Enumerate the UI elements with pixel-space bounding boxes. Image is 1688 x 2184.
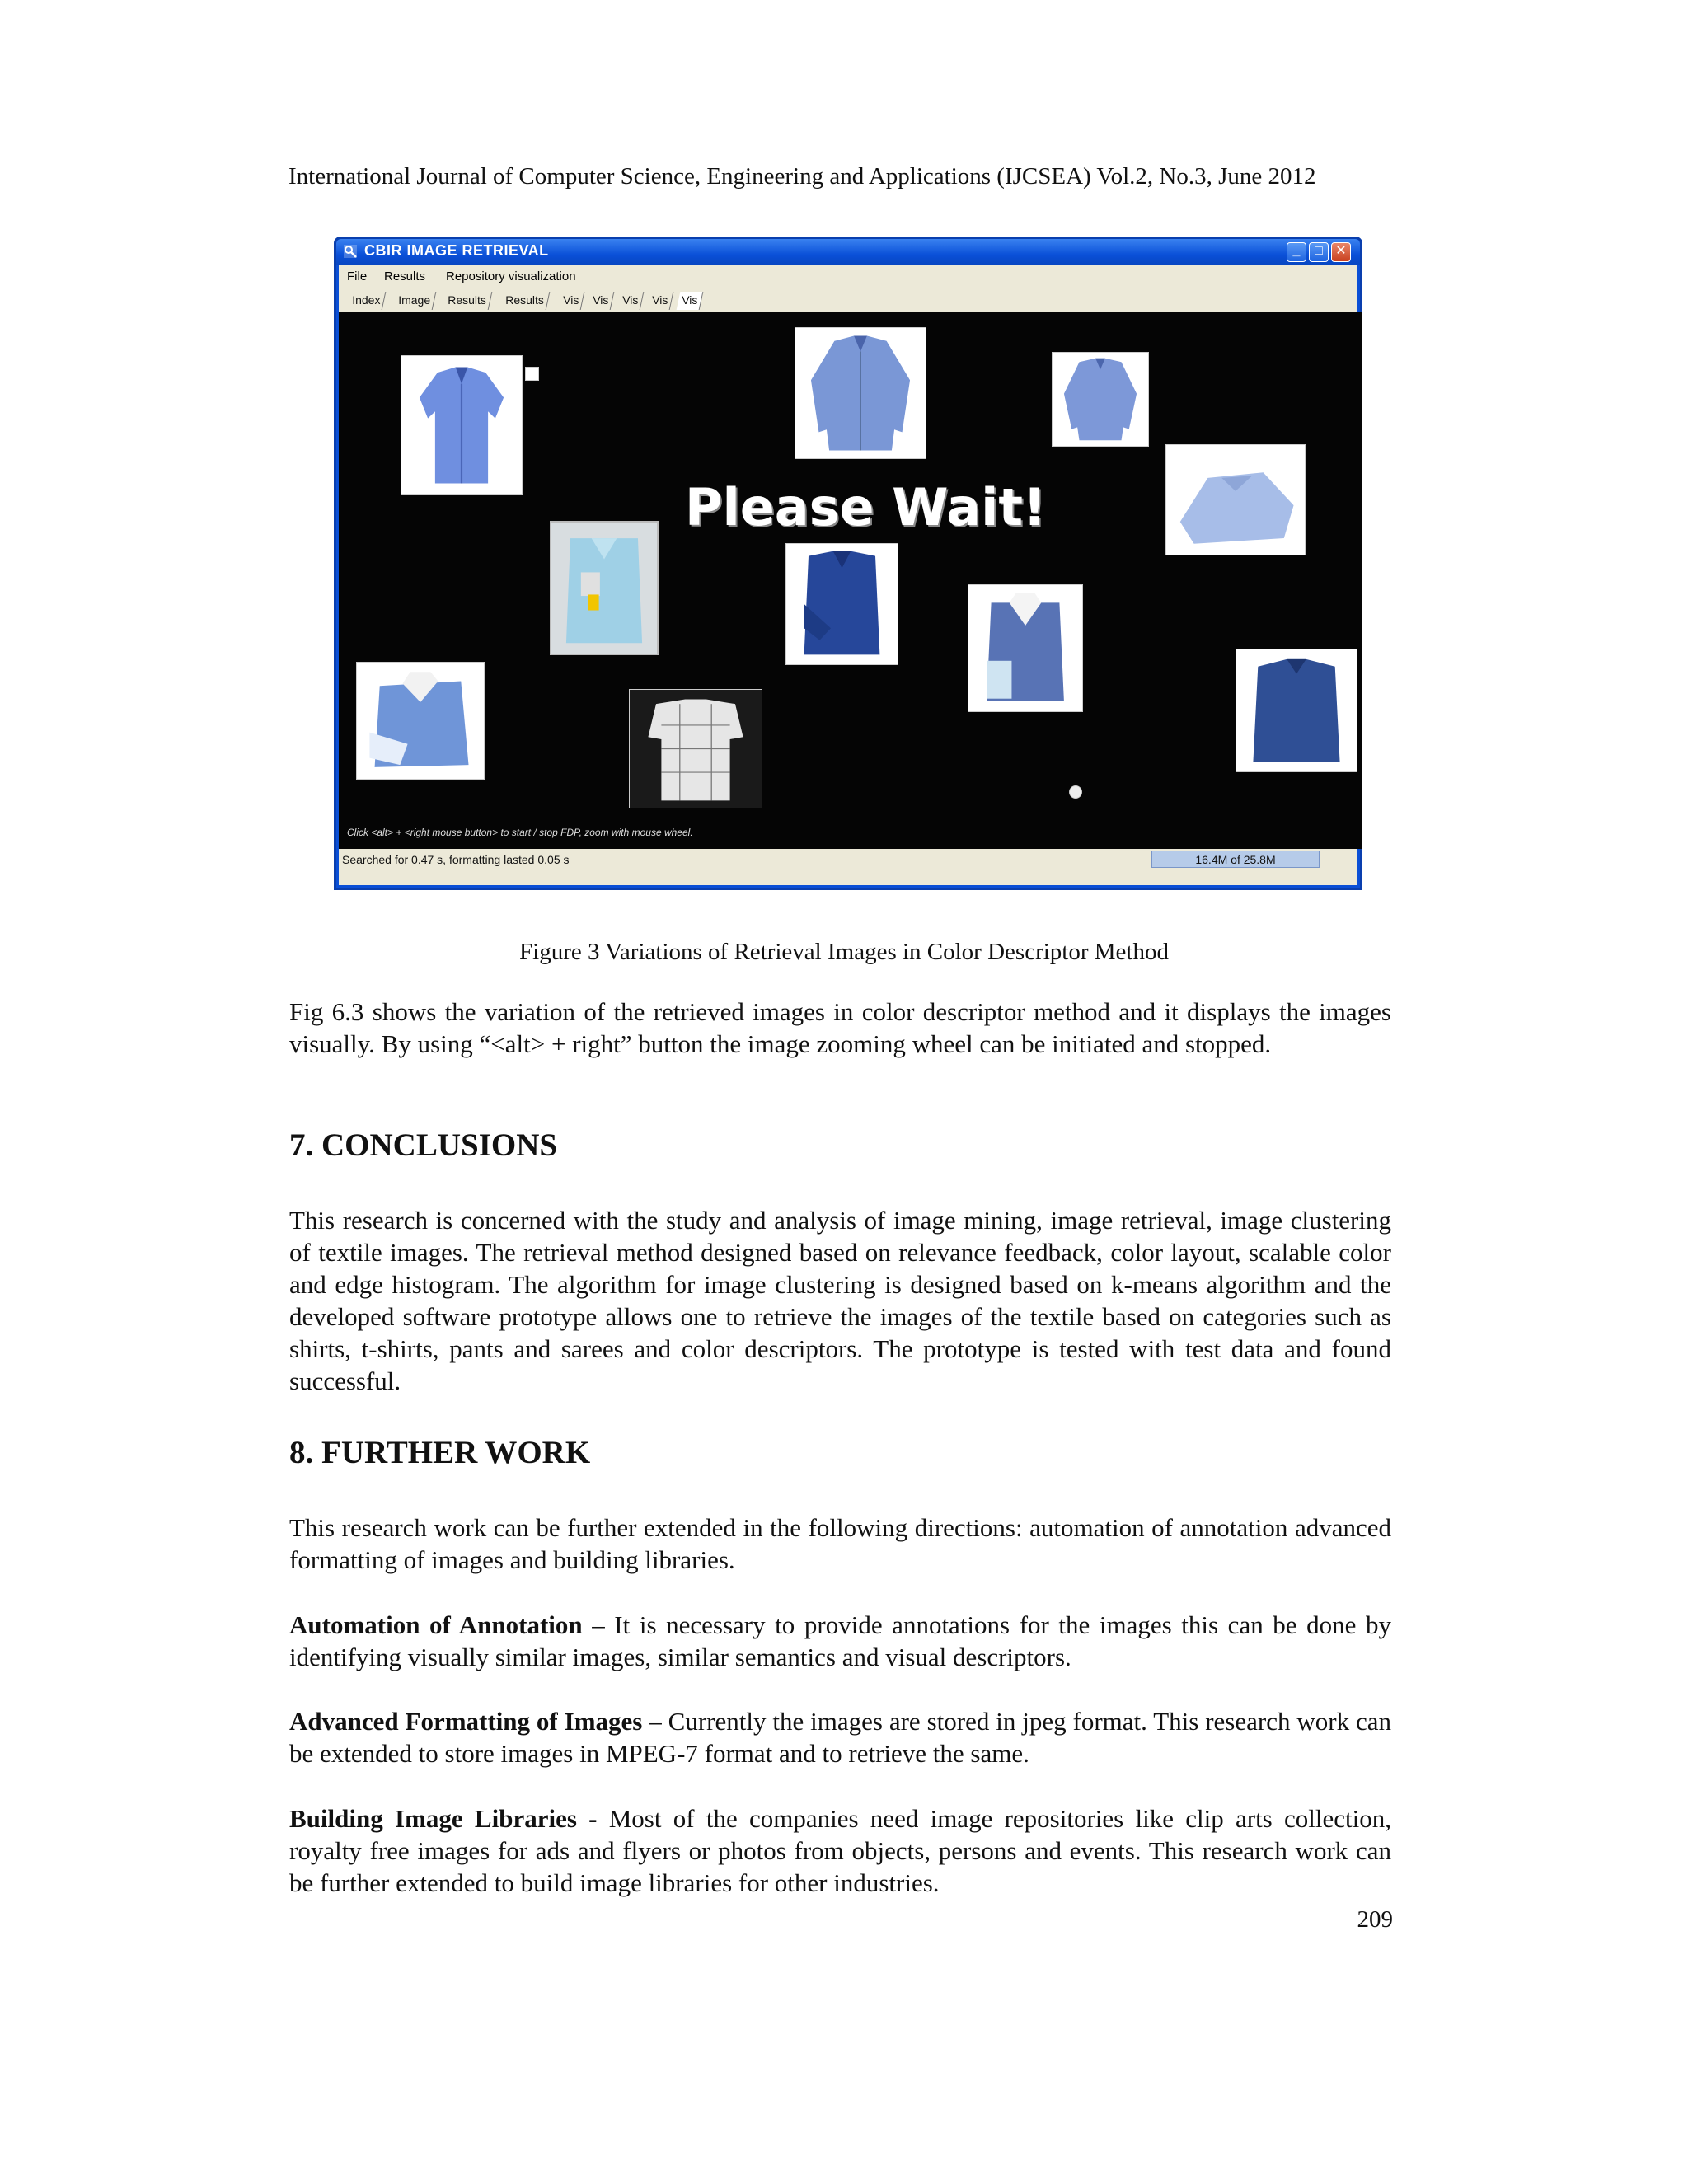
placeholder-thumbnail[interactable] xyxy=(525,367,539,381)
menu-repository-visualization[interactable]: Repository visualization xyxy=(446,269,576,284)
tab-results[interactable]: Results xyxy=(443,292,492,310)
menu-file[interactable]: File xyxy=(347,269,368,284)
visualization-canvas[interactable] xyxy=(339,312,1362,849)
menu-results[interactable]: Results xyxy=(384,269,426,284)
status-timing: Searched for 0.47 s, formatting lasted 0.05 s xyxy=(342,853,570,866)
intro-paragraph: Fig 6.3 shows the variation of the retrieved images in color descriptor method and it displays the images visually. By using “<alt> + right” button the image zooming wheel can be initiated and stopped. xyxy=(289,997,1391,1058)
shirt-thumbnail[interactable] xyxy=(968,584,1083,712)
app-search-icon xyxy=(343,244,358,259)
cursor-icon xyxy=(1069,785,1082,799)
window-client-area xyxy=(339,265,1357,885)
statusbar xyxy=(339,849,1357,871)
page-number: 209 xyxy=(1357,1906,1393,1933)
window-title: CBIR IMAGE RETRIEVAL xyxy=(364,242,549,259)
item-title: Automation of Annotation xyxy=(289,1610,583,1639)
item-building-libraries xyxy=(289,1802,1391,1899)
item-title: Building Image Libraries - xyxy=(289,1804,598,1833)
window-titlebar xyxy=(336,239,1360,265)
conclusions-paragraph: This research is concerned with the study and analysis of image mining, image retrieval, image clustering of textile images. The retrieval method designed based on relevance feedback, color layout, scalable color and edge histogram. The algorithm for image clustering is designed based on k-means algorithm and the developed software prototype allows one to retrieve the images of the textile based on categories such as shirts, t-shirts, pants and sarees and color descriptors. The prototype is tested with test data and found successful. xyxy=(289,1206,1391,1395)
shirt-thumbnail[interactable] xyxy=(785,543,898,665)
running-header: International Journal of Computer Science, Engineering and Applications (IJCSEA) Vol.2, No.3, June 2012 xyxy=(288,163,1316,190)
section-heading-conclusions: 7. CONCLUSIONS xyxy=(289,1127,558,1163)
tab-results-2[interactable]: Results xyxy=(500,292,550,310)
shirt-thumbnail[interactable] xyxy=(1052,352,1149,447)
tab-vis-5[interactable]: Vis xyxy=(677,292,704,310)
item-title: Advanced Formatting of Images xyxy=(289,1707,643,1736)
tab-vis-1[interactable]: Vis xyxy=(558,292,585,310)
tab-vis-3[interactable]: Vis xyxy=(617,292,645,310)
close-icon[interactable]: ✕ xyxy=(1331,242,1351,262)
shirt-thumbnail[interactable] xyxy=(1236,649,1357,772)
shirt-thumbnail[interactable] xyxy=(795,327,926,459)
tab-vis-2[interactable]: Vis xyxy=(588,292,615,310)
item-text: Most of the companies need image repositories like clip arts collection, royalty free images for ads and flyers or photos from objects, persons and events. This research work can be further extended to build image libraries for other industries. xyxy=(289,1804,1391,1897)
please-wait-overlay: Please Wait! xyxy=(685,477,1047,537)
item-advanced-formatting xyxy=(289,1705,1391,1769)
section-heading-further-work: 8. FURTHER WORK xyxy=(289,1435,591,1470)
item-text: – It is necessary to provide annotations for the images this can be done by identifying visually similar images, similar semantics and visual descriptors. xyxy=(289,1610,1392,1671)
tab-index[interactable]: Index xyxy=(347,292,387,310)
figure-caption: Figure 3 Variations of Retrieval Images in Color Descriptor Method xyxy=(519,939,1169,965)
item-automation-of-annotation xyxy=(289,1609,1391,1673)
shirt-thumbnail[interactable] xyxy=(401,355,523,495)
menubar xyxy=(339,265,1357,288)
shirt-thumbnail[interactable] xyxy=(1165,444,1306,555)
cbir-window-screenshot xyxy=(334,237,1362,890)
status-memory: 16.4M of 25.8M xyxy=(1151,851,1320,868)
tab-image[interactable]: Image xyxy=(393,292,437,310)
maximize-icon[interactable]: □ xyxy=(1309,242,1329,262)
tab-vis-4[interactable]: Vis xyxy=(647,292,674,310)
item-text: – Currently the images are stored in jpeg format. This research work can be extended to store images in MPEG-7 format and to retrieve the same. xyxy=(289,1707,1391,1768)
shirt-thumbnail[interactable] xyxy=(356,662,485,780)
usage-hint: Click <alt> + <right mouse button> to start / stop FDP, zoom with mouse wheel. xyxy=(347,827,693,838)
further-work-paragraph: This research work can be further extended in the following directions: automation of annotation advanced formatting of images and building libraries. xyxy=(289,1513,1391,1574)
shirt-thumbnail[interactable] xyxy=(550,521,659,655)
tab-strip xyxy=(339,288,1357,312)
shirt-thumbnail[interactable] xyxy=(629,689,762,808)
minimize-icon[interactable]: _ xyxy=(1287,242,1306,262)
